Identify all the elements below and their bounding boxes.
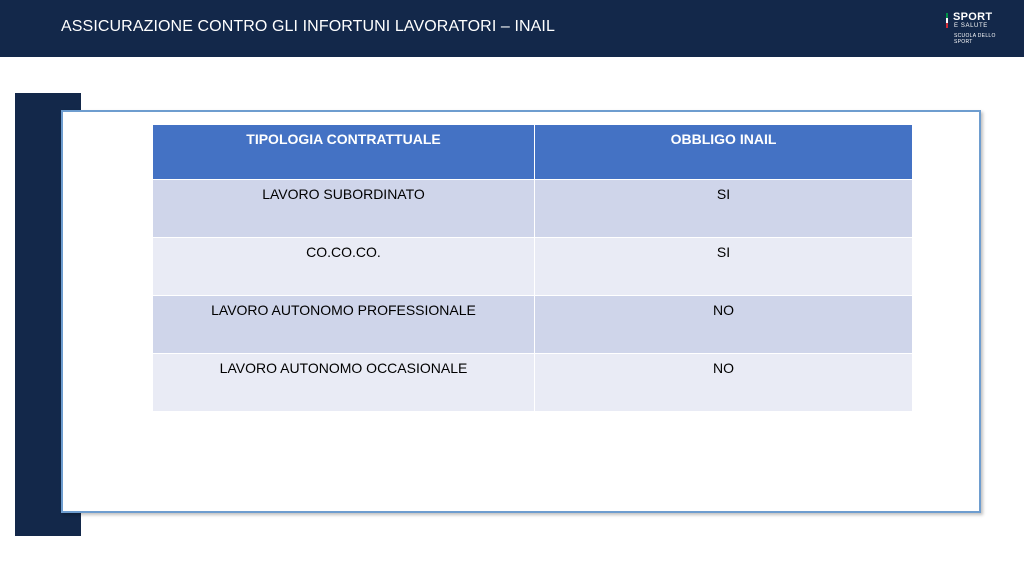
cell-type: LAVORO AUTONOMO PROFESSIONALE [153, 296, 535, 354]
table-row [153, 296, 913, 354]
header-cell-obligation: OBBLIGO INAIL [535, 125, 913, 180]
cell-obligation: NO [535, 296, 913, 354]
table-row [153, 180, 913, 238]
cell-obligation: NO [535, 354, 913, 412]
logo-word: SPORT [953, 11, 993, 23]
table-header-row [153, 125, 913, 180]
logo-school: SCUOLA DELLO SPORT [954, 33, 996, 45]
cell-type: LAVORO AUTONOMO OCCASIONALE [153, 354, 535, 412]
logo-sub: E SALUTE [954, 23, 988, 29]
cell-obligation: SI [535, 238, 913, 296]
header-bar [0, 0, 1024, 57]
table-row [153, 354, 913, 412]
table-row [153, 238, 913, 296]
cell-type: CO.CO.CO. [153, 238, 535, 296]
sport-e-salute-logo [946, 11, 1006, 49]
slide-title: ASSICURAZIONE CONTRO GLI INFORTUNI LAVORATORI – INAIL [61, 18, 555, 35]
italian-flag-icon [946, 13, 948, 28]
contract-table [152, 124, 913, 412]
header-cell-type: TIPOLOGIA CONTRATTUALE [153, 125, 535, 180]
cell-obligation: SI [535, 180, 913, 238]
cell-type: LAVORO SUBORDINATO [153, 180, 535, 238]
